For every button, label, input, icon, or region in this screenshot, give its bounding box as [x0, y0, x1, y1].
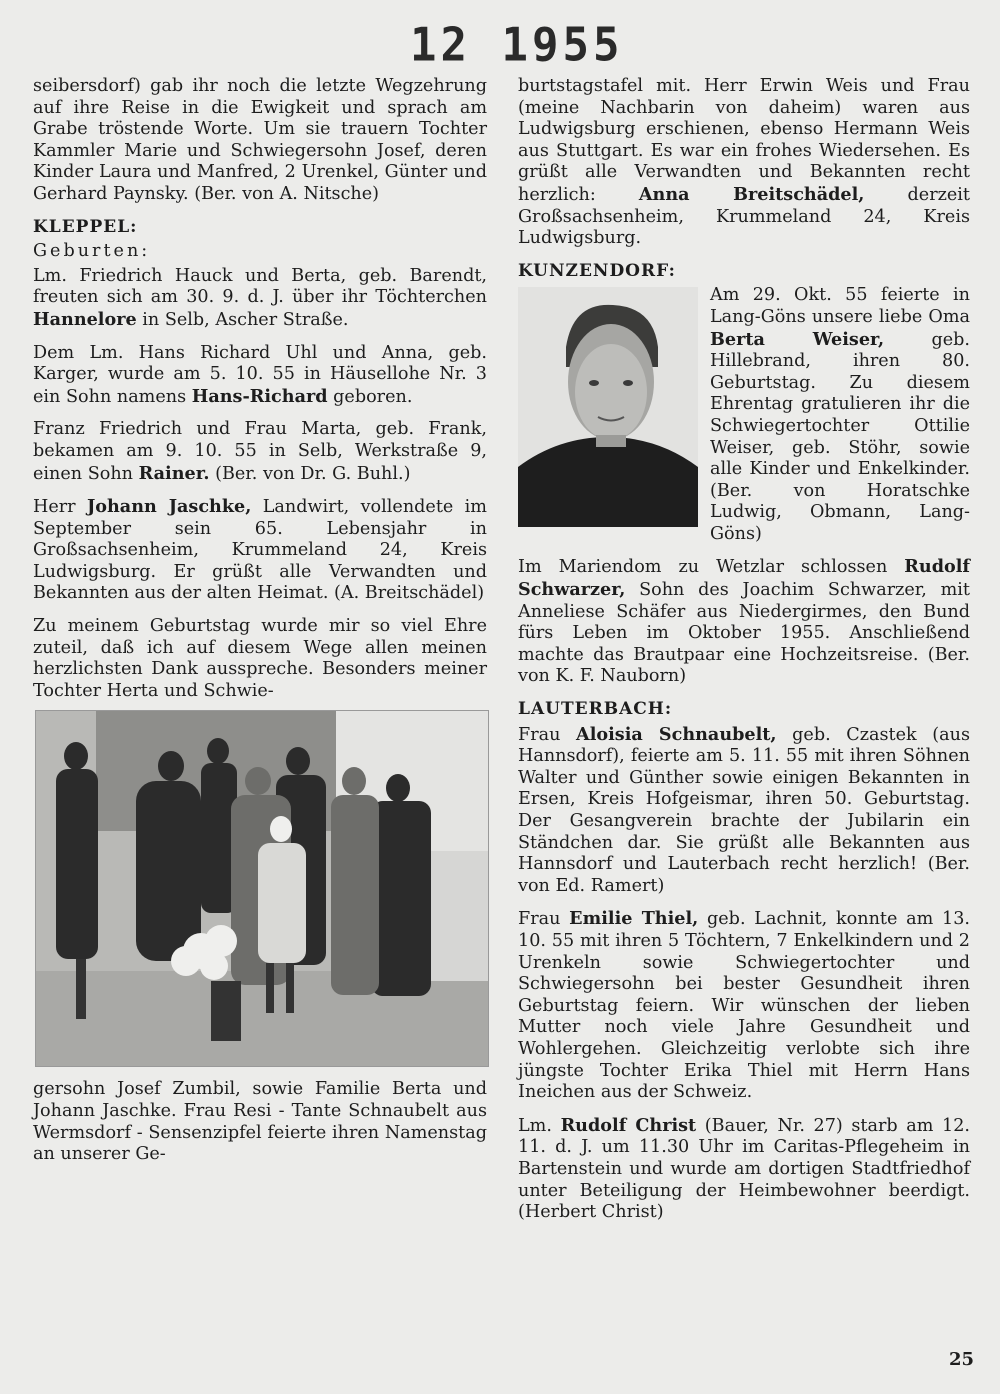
person-name: Anna Breitschädel, — [638, 183, 865, 205]
article-paragraph: Im Mariendom zu Wetzlar schlossen Rudolf Schwarzer, Sohn des Joachim Schwarzer, mit Anneliese Schäfer aus Niedergirmes, den Bund fürs Leben im Oktober 1955. Anschließend machte das Brautpaar eine Hochzeitsreise. (Ber. von K. F. Nauborn) — [518, 556, 970, 687]
article-paragraph: Dem Lm. Hans Richard Uhl und Anna, geb. Karger, wurde am 5. 10. 55 in Häusellohe Nr. 3 ein Sohn namens Hans-Richard geboren. — [33, 342, 487, 407]
section-heading-kunzendorf: KUNZENDORF: — [518, 260, 676, 281]
person-name: Johann Jaschke, — [86, 496, 252, 518]
article-paragraph: Lm. Friedrich Hauck und Berta, geb. Barendt, freuten sich am 30. 9. d. J. über ihr Töchterchen Hannelore in Selb, Ascher Straße. — [33, 265, 487, 330]
article-paragraph: Frau Emilie Thiel, geb. Lachnit, konnte am 13. 10. 55 mit ihren 5 Töchtern, 7 Enkelkindern und 2 Urenkeln sowie Schwiegertochter und Schwiegersohn bei bester Gesundheit ihren Geburtstag feiern. Wir wünschen der lieben Mutter noch viele Jahre Gesundheit und Wohlergehen. Gleichzeitig verlobte sich ihre jüngste Tochter Erika Thiel mit Herrn Hans Ineichen aus der Schweiz. — [518, 908, 970, 1103]
page-number: 25 — [949, 1349, 975, 1370]
portrait-photo — [518, 287, 698, 527]
article-paragraph: Frau Aloisia Schnaubelt, geb. Czastek (aus Hannsdorf), feierte am 5. 11. 55 mit ihren Söhnen Walter und Günther sowie einigen Bekannten in Ersen, Kreis Hofgeismar, ihren 50. Geburtstag. Der Gesangverein brachte der Jubilarin ein Ständchen dar. Sie grüßt alle Bekannten aus Hannsdorf und Lauterbach recht herzlich! (Ber. von Ed. Ramert) — [518, 723, 970, 896]
person-name: Rudolf Schwarzer, — [518, 556, 970, 601]
article-paragraph: gersohn Josef Zumbil, sowie Familie Berta und Johann Jaschke. Frau Resi - Tante Schnaubelt aus Wermsdorf - Sensenzipfel feierte ihren Namenstag an unserer Ge- — [33, 1079, 487, 1165]
right-column — [518, 76, 970, 1235]
person-name: Rainer. — [138, 462, 210, 484]
person-name: Rudolf Christ — [560, 1114, 697, 1136]
date-stamp: 12 1955 — [410, 18, 624, 73]
article-paragraph: burtstagstafel mit. Herr Erwin Weis und Frau (meine Nachbarin von daheim) waren aus Ludwigsburg erschienen, ebenso Hermann Weis aus Stuttgart. Es war ein frohes Wiedersehen. Es grüßt alle Verwandten und Bekannten recht herzlich: Anna Breitschädel, derzeit Großsachsenheim, Krummeland 24, Kreis Ludwigsburg. — [518, 76, 970, 249]
subheading-geburten: Geburten: — [33, 241, 151, 262]
person-name: Emilie Thiel, — [569, 908, 699, 930]
person-name: Hans-Richard — [191, 385, 328, 407]
left-column — [33, 76, 487, 1177]
article-paragraph: Herr Johann Jaschke, Landwirt, vollendete im September sein 65. Lebensjahr in Großsachsenheim, Krummeland 24, Kreis Ludwigsburg. Er grüßt alle Verwandten und Bekannten aus der alten Heimat. (A. Breitschädel) — [33, 496, 487, 604]
article-paragraph: Franz Friedrich und Frau Marta, geb. Frank, bekamen am 9. 10. 55 in Selb, Werkstraße 9, einen Sohn Rainer. (Ber. von Dr. G. Buhl.) — [33, 419, 487, 484]
person-name: Berta Weiser, — [710, 328, 885, 350]
article-paragraph: Am 29. Okt. 55 feierte in Lang-Göns unsere liebe Oma Berta Weiser, geb. Hillebrand, ihren 80. Geburtstag. Zu diesem Ehrentag gratulieren ihr die Schwiegertochter Ottilie Weiser, geb. Stöhr, sowie alle Kinder und Enkelkinder. (Ber. von Horatschke Ludwig, Obmann, Lang-Göns) — [710, 285, 970, 544]
article-paragraph: seibersdorf) gab ihr noch die letzte Wegzehrung auf ihre Reise in die Ewigkeit und sprach am Grabe tröstende Worte. Um sie trauern Tochter Kammler Marie und Schwiegersohn Josef, deren Kinder Laura und Manfred, 2 Urenkel, Günter und Gerhard Paynsky. (Ber. von A. Nitsche) — [33, 76, 487, 204]
person-name: Aloisia Schnaubelt, — [576, 723, 777, 745]
person-name: Hannelore — [33, 308, 137, 330]
section-heading-lauterbach: LAUTERBACH: — [518, 699, 673, 720]
article-paragraph: Lm. Rudolf Christ (Bauer, Nr. 27) starb am 12. 11. d. J. um 11.30 Uhr im Caritas-Pflegeheim in Bartenstein und wurde am dortigen Stadtfriedhof unter Beteiligung der Heimbewohner beerdigt. (Herbert Christ) — [518, 1114, 971, 1223]
family-group-photo — [35, 710, 489, 1067]
section-heading-kleppel: KLEPPEL: — [33, 216, 138, 237]
article-paragraph: Zu meinem Geburtstag wurde mir so viel Ehre zuteil, daß ich auf diesem Wege allen meinen herzlichsten Dank ausspreche. Besonders meiner Tochter Herta und Schwie- — [33, 616, 487, 701]
